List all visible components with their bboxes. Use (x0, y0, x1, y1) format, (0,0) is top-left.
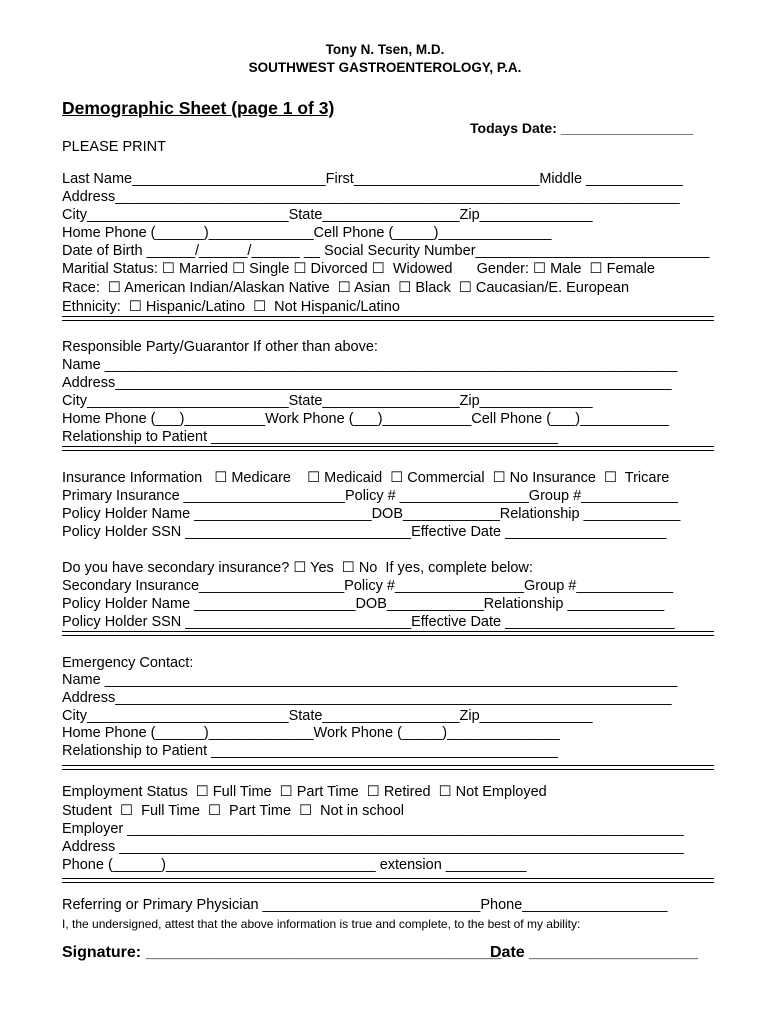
secondary-policy-ssn-line[interactable]: Policy Holder SSN ____________________________Effective Date _____________________ (62, 614, 675, 630)
secondary-insurance-question[interactable]: Do you have secondary insurance? ☐ Yes ☐ No If yes, complete below: (62, 560, 533, 576)
student-status-line[interactable]: Student ☐ Full Time ☐ Part Time ☐ Not in school (62, 803, 405, 819)
secondary-policy-holder-line[interactable]: Policy Holder Name ____________________DOB____________Relationship ____________ (62, 596, 665, 612)
employer-phone-line[interactable]: Phone (______)__________________________ extension __________ (62, 857, 527, 873)
employment-status-line[interactable]: Employment Status ☐ Full Time ☐ Part Time ☐ Retired ☐ Not Employed (62, 784, 547, 800)
section-divider (62, 882, 714, 883)
emergency-city-line[interactable]: City_________________________State_________________Zip______________ (62, 708, 593, 724)
page-title: Demographic Sheet (page 1 of 3) (62, 98, 335, 118)
responsible-phone-line[interactable]: Home Phone (___)__________Work Phone (___)___________Cell Phone (___)___________ (62, 411, 669, 427)
patient-name-line[interactable]: Last Name________________________First_______________________Middle ____________ (62, 171, 683, 187)
attestation-text: I, the undersigned, attest that the above information is true and complete, to the best of my ability: (62, 917, 581, 931)
please-print-label: PLEASE PRINT (62, 139, 166, 155)
section-divider (62, 769, 714, 770)
policy-holder-line[interactable]: Policy Holder Name ______________________DOB____________Relationship ____________ (62, 506, 681, 522)
section-divider (62, 635, 714, 636)
emergency-name-line[interactable]: Name _______________________________________________________________________ (62, 672, 678, 688)
ethnicity-line[interactable]: Ethnicity: ☐ Hispanic/Latino ☐ Not Hispanic/Latino (62, 299, 400, 315)
insurance-type-line[interactable]: Insurance Information ☐ Medicare ☐ Medicaid ☐ Commercial ☐ No Insurance ☐ Tricare (62, 470, 670, 486)
emergency-address-line[interactable]: Address_____________________________________________________________________ (62, 690, 672, 706)
section-divider (62, 316, 714, 317)
patient-address-line[interactable]: Address______________________________________________________________________ (62, 189, 680, 205)
employer-line[interactable]: Employer _____________________________________________________________________ (62, 821, 684, 837)
emergency-relationship-line[interactable]: Relationship to Patient ___________________________________________ (62, 743, 558, 759)
race-line[interactable]: Race: ☐ American Indian/Alaskan Native ☐ Asian ☐ Black ☐ Caucasian/E. European (62, 280, 630, 296)
section-divider (62, 450, 714, 451)
secondary-insurance-line[interactable]: Secondary Insurance__________________Policy #________________Group #____________ (62, 578, 674, 594)
responsible-party-heading: Responsible Party/Guarantor If other than above: (62, 339, 378, 355)
section-divider (62, 631, 714, 632)
responsible-city-line[interactable]: City_________________________State_________________Zip______________ (62, 393, 593, 409)
practice-name: SOUTHWEST GASTROENTEROLOGY, P.A. (248, 60, 522, 75)
section-divider (62, 765, 714, 766)
primary-insurance-line[interactable]: Primary Insurance ____________________Policy # ________________Group #____________ (62, 488, 678, 504)
marital-gender-line[interactable]: Maritial Status: ☐ Married ☐ Single ☐ Divorced ☐ Widowed Gender: ☐ Male ☐ Female (62, 261, 655, 277)
patient-phone-line[interactable]: Home Phone (______)_____________Cell Phone (_____)______________ (62, 225, 552, 241)
signature-field[interactable]: Signature: ________________________________________ (62, 944, 502, 961)
responsible-name-line[interactable]: Name _______________________________________________________________________ (62, 357, 678, 373)
responsible-address-line[interactable]: Address_____________________________________________________________________ (62, 375, 672, 391)
doctor-name: Tony N. Tsen, M.D. (325, 42, 445, 57)
section-divider (62, 320, 714, 321)
responsible-relationship-line[interactable]: Relationship to Patient ___________________________________________ (62, 429, 558, 445)
emergency-phone-line[interactable]: Home Phone (______)_____________Work Phone (_____)______________ (62, 725, 560, 741)
signature-date-field[interactable]: Date ___________________ (490, 944, 699, 961)
policy-holder-ssn-line[interactable]: Policy Holder SSN ____________________________Effective Date ____________________ (62, 524, 667, 540)
section-divider (62, 446, 714, 447)
patient-dob-ssn-line[interactable]: Date of Birth ______/______/______ __ Social Security Number_____________________________ (62, 243, 710, 259)
section-divider (62, 878, 714, 879)
todays-date-field[interactable]: Todays Date: _________________ (470, 120, 694, 136)
patient-city-line[interactable]: City_________________________State_________________Zip______________ (62, 207, 593, 223)
emergency-contact-heading: Emergency Contact: (62, 655, 194, 671)
employer-address-line[interactable]: Address ______________________________________________________________________ (62, 839, 684, 855)
physician-line[interactable]: Referring or Primary Physician ___________________________Phone__________________ (62, 897, 668, 913)
